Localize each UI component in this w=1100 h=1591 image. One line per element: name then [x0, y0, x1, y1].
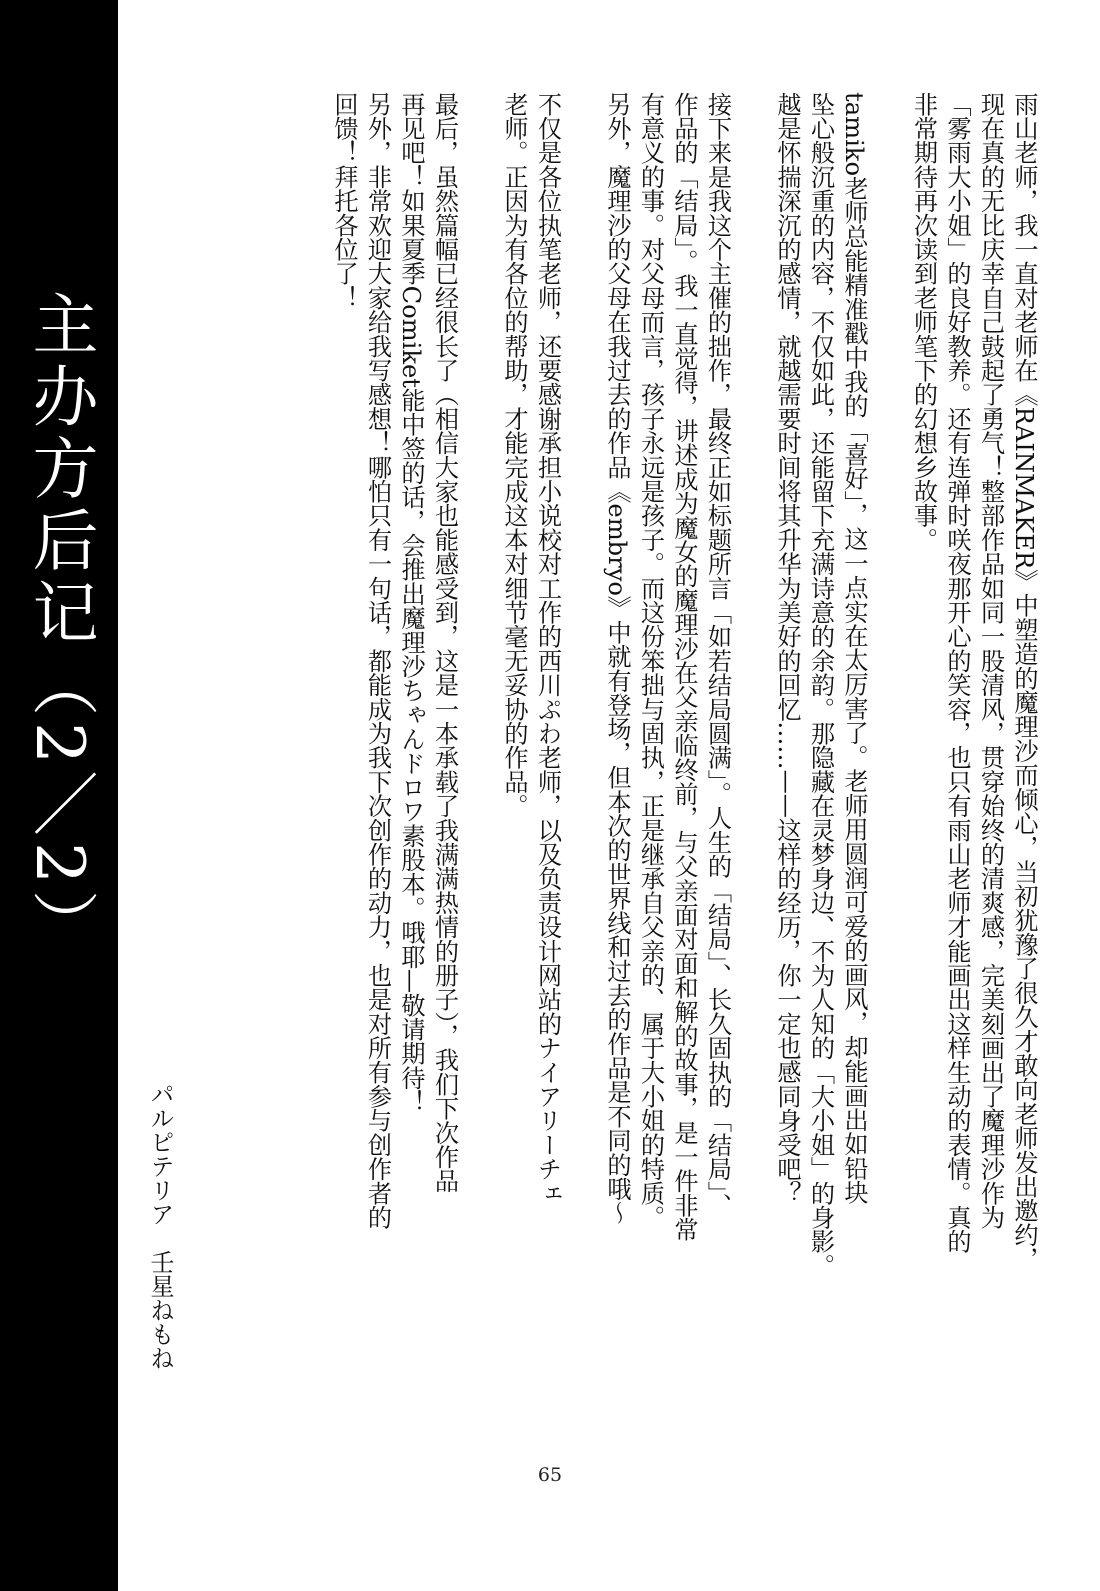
author-signature: パルピテリア 壬星ねもね: [146, 1082, 174, 1370]
paragraph-2: tamiko老师总能精准戳中我的「喜好」，这一点实在太厉害了。老师用圆润可爱的画风，却能画出如铅块 坠心般沉重的内容，不仅如此，还能留下充满诗意的余韵。那隐藏在灵梦身边、不为人知的「大小姐」的身影。 越是怀揣深沉的感情，就越需要时间将其升华为美好的回忆……——这样的经历，你一定也感同身受吧？: [773, 92, 868, 1278]
page-title: 主办方后记（2／2）: [21, 290, 98, 962]
paragraph-5: 最后，虽然篇幅已经很长了（相信大家也能感受到，这是一本承载了我满满热情的册子），我们下次作品 再见吧！如果夏季Comiket能中签的话，会推出魔理沙ちゃんドロワ素股本。哦耶—敬请期待！ 另外，非常欢迎大家给我写感想！哪怕只有一句话，都能成为我下次创作的动力，也是对所有参与创作者的 回馈！拜托各位了！: [330, 92, 459, 1230]
page-number: 65: [537, 1464, 563, 1486]
black-side-band: [0, 0, 118, 1591]
afterword-body: [250, 92, 1040, 1512]
paragraph-gap: [870, 92, 906, 1512]
paragraph-4: 不仅是各位执笔老师，还要感谢承担小说校对工作的西川ぷわ老师，以及负责设计网站的ナイアリーチェ 老师。正因为有各位的帮助，才能完成这本对细节毫无妥协的作品。: [500, 92, 562, 1206]
paragraph-gap: [461, 92, 497, 1512]
paragraph-1: 雨山老师，我一直对老师在《RAINMAKER》中塑造的魔理沙而倾心，当初犹豫了很久才敢向老师发出邀约， 现在真的无比庆幸自己鼓起了勇气！整部作品如同一股清风，贯穿始终的清爽感，完美刻画出了魔理沙作为 「雾雨大小姐」的良好教养。还有连弹时咲夜那开心的笑容，也只有雨山老师才能画出这样生动的表情。真的 非常期待再次读到老师笔下的幻想乡故事。: [909, 92, 1038, 1271]
paragraph-gap: [734, 92, 770, 1512]
paragraph-gap: [564, 92, 600, 1512]
paragraph-3: 接下来是我这个主催的拙作，最终正如标题所言「如若结局圆满」。人生的「结局」、长久固执的「结局」、 作品的「结局」。我一直觉得，讲述成为魔女的魔理沙在父亲临终前，与父亲面对面和解的故事，是一件非常 有意义的事。对父母而言，孩子永远是孩子。而这份笨拙与固执，正是继承自父亲的、属于大小姐的特质。 另外，魔理沙的父母在我过去的作品《embryo》中就有登场，但本次的世界线和过去的作品是不同的哦～: [603, 92, 732, 1242]
